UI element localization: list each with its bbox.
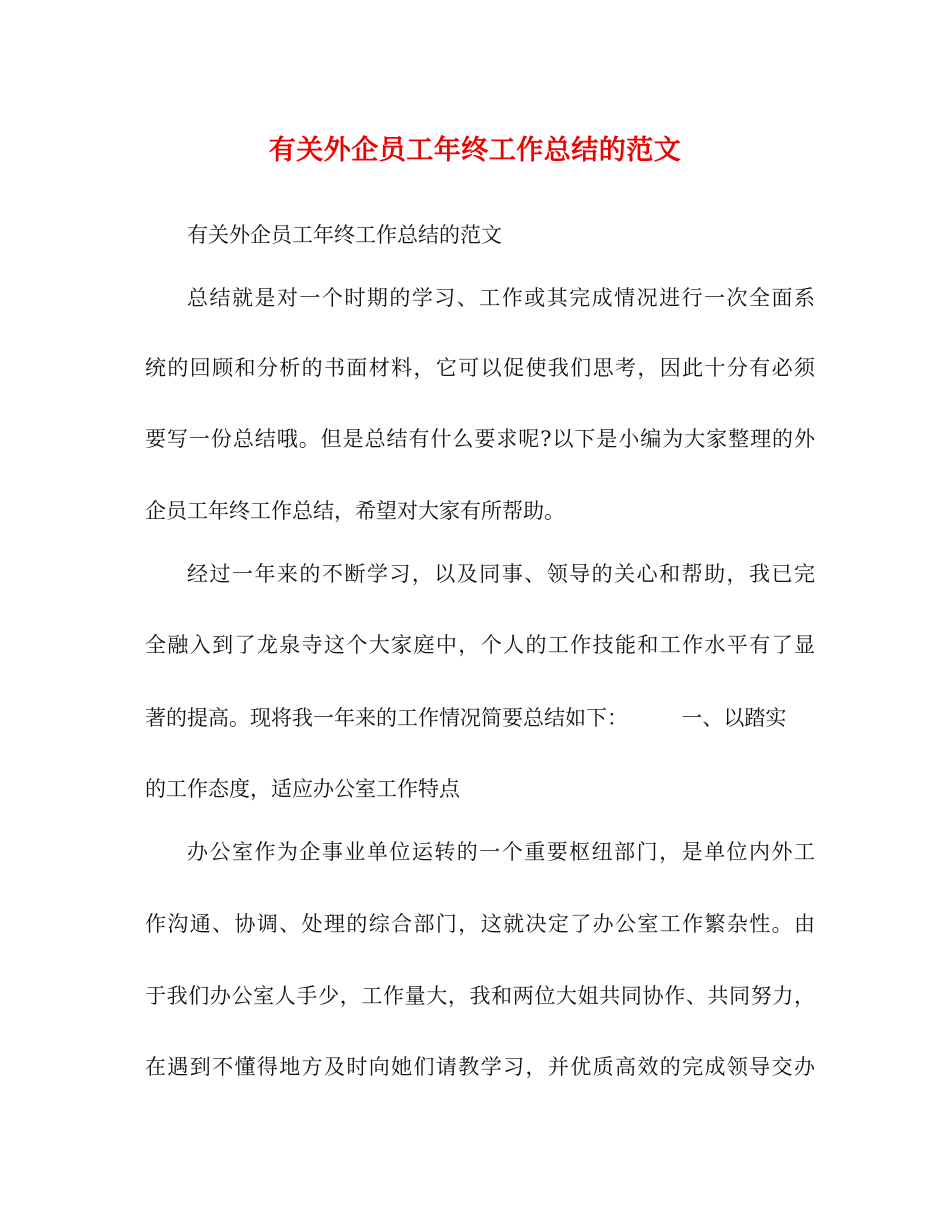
paragraph-line: 于我们办公室人手少，工作量大，我和两位大姐共同协作、共同努力， [145,984,815,1008]
paragraph-line: 要写一份总结哦。但是总结有什么要求呢?以下是小编为大家整理的外 [145,427,815,451]
document-title: 有关外企员工年终工作总结的范文 [268,135,682,166]
paragraph-line: 办公室作为企事业单位运转的一个重要枢纽部门，是单位内外工 [187,840,815,864]
paragraph-line: 著的提高。现将我一年来的工作情况简要总结如下： 一、以踏实 [145,706,787,730]
paragraph-line: 统的回顾和分析的书面材料，它可以促使我们思考，因此十分有必须 [145,356,815,380]
paragraph-line: 的工作态度，适应办公室工作特点 [145,777,460,801]
paragraph-line: 总结就是对一个时期的学习、工作或其完成情况进行一次全面系 [187,286,815,310]
paragraph-line: 经过一年来的不断学习，以及同事、领导的关心和帮助，我已完 [187,562,815,586]
paragraph-line: 有关外企员工年终工作总结的范文 [187,223,502,247]
paragraph-line: 作沟通、协调、处理的综合部门，这就决定了办公室工作繁杂性。由 [145,912,815,936]
paragraph-line: 在遇到不懂得地方及时向她们请教学习，并优质高效的完成领导交办 [145,1055,815,1079]
paragraph-line: 企员工年终工作总结，希望对大家有所帮助。 [145,499,565,523]
paragraph-line: 全融入到了龙泉寺这个大家庭中，个人的工作技能和工作水平有了显 [145,633,815,657]
